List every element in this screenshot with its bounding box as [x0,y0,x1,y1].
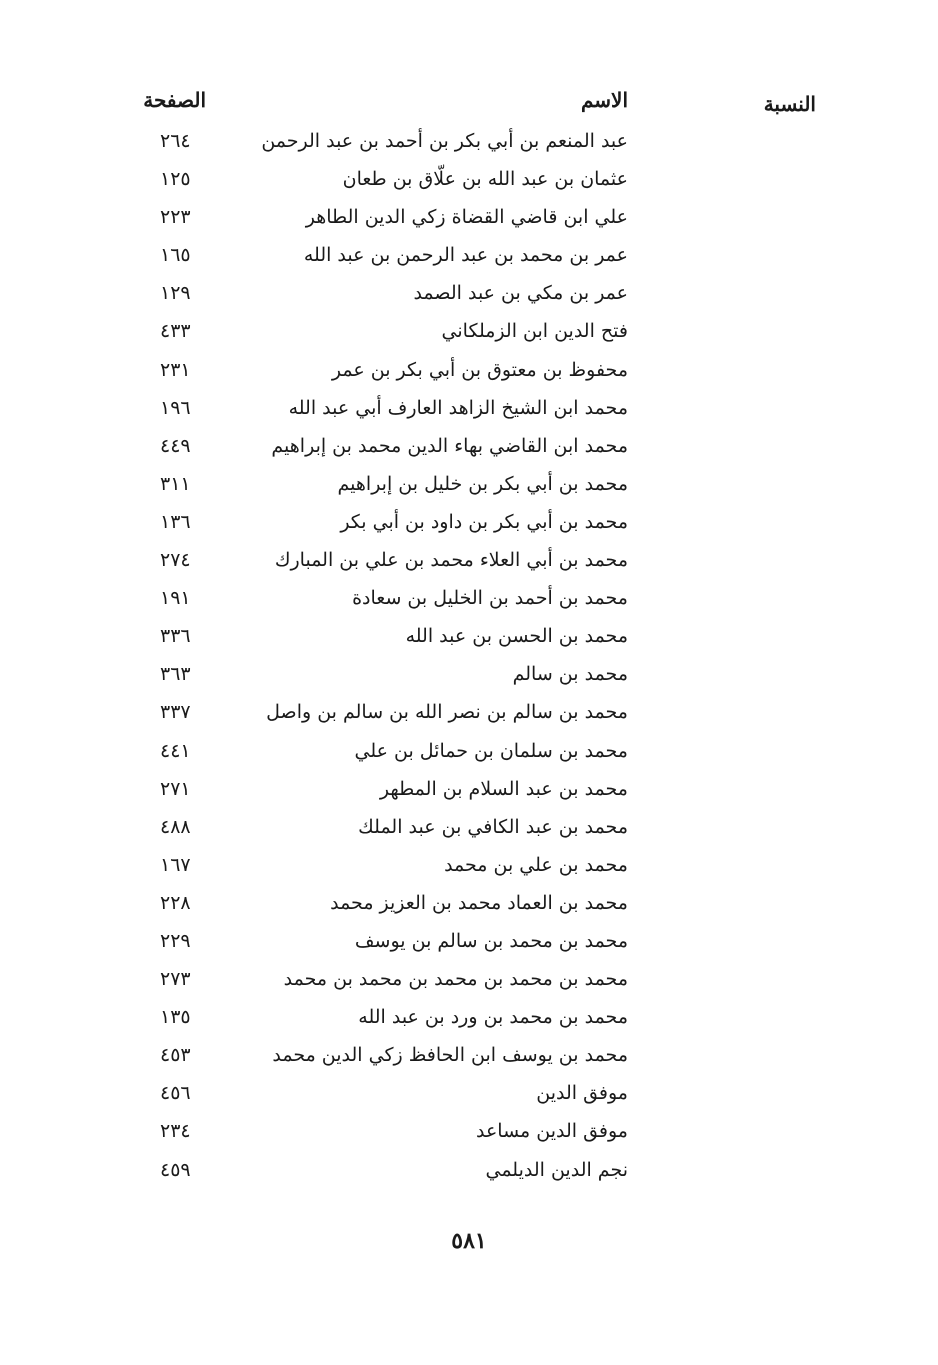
entry-name: محمد بن سالم بن نصر الله بن سالم بن واصل [266,701,628,724]
entry-name: محمد بن أبي بكر بن خليل بن إبراهيم [337,472,628,495]
entry-page: ٤٥٦ [160,1082,191,1105]
column-header-page: الصفحة [143,88,206,112]
entry-name: محمد بن عبد الكافي بن عبد الملك [358,815,628,838]
entry-name: محمد بن عبد السلام بن المطهر [379,777,628,800]
table-row [0,162,938,200]
entry-name: محمد بن محمد بن ورد بن عبد الله [358,1006,628,1029]
table-row [0,1000,938,1038]
entry-name: محمد بن الحسن بن عبد الله [405,625,628,648]
entry-name: عبد المنعم بن أبي بكر بن أحمد بن عبد الرحمن [261,130,628,152]
entry-page: ٣٣٦ [160,625,191,648]
entry-page: ٢٧٣ [160,968,191,991]
entry-page: ٣١١ [160,472,191,495]
entry-page: ١٢٩ [160,282,191,305]
table-row [0,962,938,1000]
entry-page: ٢٢٣ [160,206,191,229]
table-row [0,924,938,962]
table-row [0,276,938,314]
table-row [0,657,938,695]
table-row [0,543,938,581]
entry-page: ٢٧٤ [160,549,191,572]
entry-name: موفق الدين [536,1082,628,1105]
table-row [0,1114,938,1152]
entry-page: ٢٧١ [160,777,191,800]
entry-name: علي ابن قاضي القضاة زكي الدين الطاهر [305,206,628,229]
entry-page: ٤٤١ [160,739,191,762]
table-row [0,810,938,848]
entry-name: عمر بن مكي بن عبد الصمد [413,282,628,305]
entry-page: ٢٦٤ [160,130,191,152]
entry-name: محمد بن أبي بكر بن داود بن أبي بكر [340,510,628,533]
entry-name: محفوظ بن معتوق بن أبي بكر بن عمر [331,358,628,381]
entry-name: موفق الدين مساعد [475,1120,628,1143]
page-number: ٥٨١ [451,1228,487,1254]
table-row [0,353,938,391]
entry-name: محمد ابن القاضي بهاء الدين محمد بن إبراهيم [271,434,628,457]
entry-name: محمد بن محمد بن محمد بن محمد بن محمد [283,968,628,991]
entry-page: ٣٣٧ [160,701,191,724]
table-row [0,391,938,429]
table-row [0,238,938,276]
entry-page: ١٢٥ [160,168,191,191]
entry-name: عثمان بن عبد الله بن علّاق بن طعان [342,168,628,191]
entry-name: فتح الدين ابن الزملكاني [441,320,628,343]
column-header-name: الاسم [580,88,628,112]
entry-page: ١٦٧ [160,853,191,876]
table-row [0,505,938,543]
entry-page: ٣٦٣ [160,663,191,686]
entry-name: محمد بن محمد بن سالم بن يوسف [354,929,628,952]
entry-page: ١٦٥ [160,244,191,267]
table-row [0,314,938,352]
table-row [0,581,938,619]
table-row [0,467,938,505]
entry-name: محمد بن يوسف ابن الحافظ زكي الدين محمد [272,1044,628,1067]
column-header-nisba: النسبة [763,92,816,116]
table-row [0,772,938,810]
table-row [0,124,938,162]
entry-name: محمد بن العماد محمد بن العزيز محمد [330,891,628,914]
entry-name: محمد بن سلمان بن حمائل بن علي [354,739,628,762]
table-row [0,619,938,657]
table-row [0,734,938,772]
entry-page: ٢٢٩ [160,929,191,952]
index-table [0,124,938,1191]
entry-name: محمد بن أحمد بن الخليل بن سعادة [352,587,628,610]
entry-page: ٢٢٨ [160,891,191,914]
entry-page: ٤٤٩ [160,434,191,457]
entry-page: ٢٣٤ [160,1120,191,1143]
entry-name: عمر بن محمد بن عبد الرحمن بن عبد الله [303,244,628,267]
table-row [0,886,938,924]
table-row [0,848,938,886]
table-row [0,695,938,733]
table-row [0,1076,938,1114]
entry-page: ٤٥٩ [160,1158,191,1181]
table-row [0,1153,938,1191]
entry-name: محمد ابن الشيخ الزاهد العارف أبي عبد الله [288,396,628,419]
entry-name: محمد بن أبي العلاء محمد بن علي بن المبارك [274,549,628,572]
entry-page: ١٣٥ [160,1006,191,1029]
entry-page: ١٣٦ [160,510,191,533]
entry-name: نجم الدين الديلمي [485,1158,628,1181]
entry-name: محمد بن سالم [512,663,628,686]
entry-page: ١٩٦ [160,396,191,419]
entry-page: ١٩١ [160,587,191,610]
table-row [0,200,938,238]
entry-page: ٢٣١ [160,358,191,381]
entry-page: ٤٥٣ [160,1044,191,1067]
entry-name: محمد بن علي بن محمد [444,853,628,876]
entry-page: ٤٣٣ [160,320,191,343]
table-row [0,429,938,467]
table-row [0,1038,938,1076]
entry-page: ٤٨٨ [160,815,191,838]
